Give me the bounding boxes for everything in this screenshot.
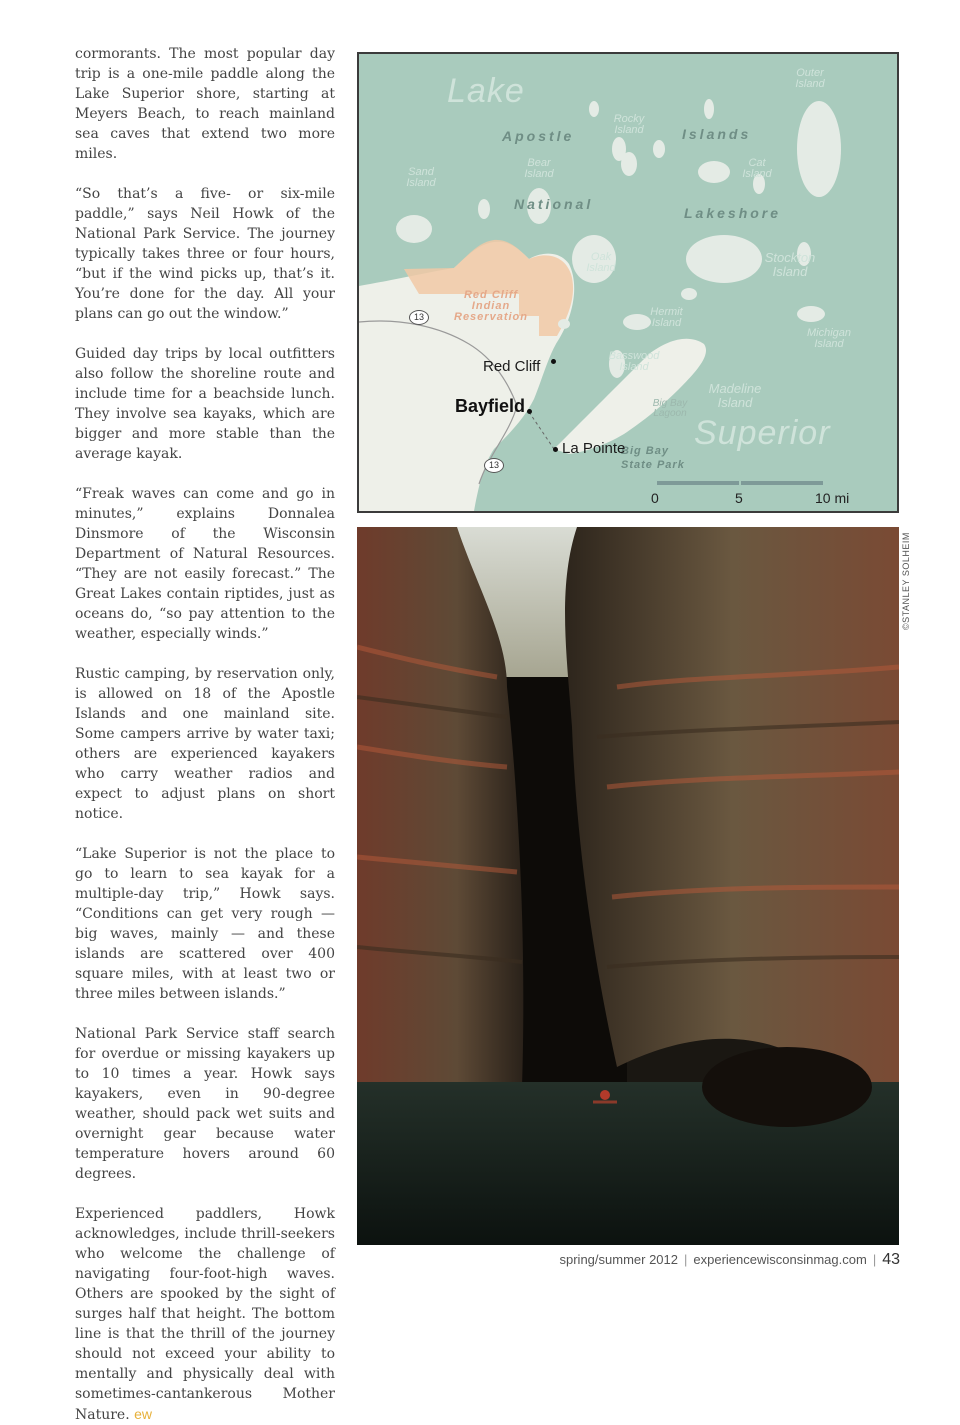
sand-island-shape	[396, 215, 432, 243]
photo-credit: ©STANLEY SOLHEIM	[901, 532, 911, 630]
paragraph-7: National Park Service staff search for overdue or missing kayakers up to 10 times a year. Howk says kayakers, even in 90-degree weather, should pack wet suits and overnight gear because water temperature hovers around 60 degrees.	[75, 1026, 335, 1182]
small-island-4	[704, 99, 714, 119]
madeline-island-label: Madeline Island	[708, 381, 762, 410]
michigan-island-shape	[797, 306, 825, 322]
highway-13-shield-1: 13	[409, 310, 429, 325]
sea-cave-illustration	[357, 527, 899, 1245]
big-bay-lagoon-label: Big Bay Lagoon	[652, 398, 688, 419]
outer-island-label: Outer Island	[795, 67, 825, 90]
right-cliff	[565, 527, 899, 1087]
oak-island-label: Oak Island	[586, 251, 616, 274]
region-label-lakeshore: Lakeshore	[684, 205, 782, 221]
scale-bar-1	[657, 481, 739, 485]
outer-island-shape	[797, 101, 841, 197]
small-island-9	[558, 319, 570, 329]
small-island-3	[621, 152, 637, 176]
red-cliff-label: Red Cliff	[483, 358, 541, 375]
paragraph-1: cormorants. The most popular day trip is a one-mile paddle along the Lake Superior shore, starting at Meyers Beach, to reach mainland sea caves that extend two more miles.	[75, 46, 335, 162]
footer-issue: spring/summer 2012	[559, 1252, 678, 1267]
paragraph-5: Rustic camping, by reservation only, is allowed on 18 of the Apostle Islands and one mainland site. Some campers arrive by water taxi; others are experienced kayakers who carry weather radios and expect to adjust plans on short notice.	[75, 666, 335, 822]
highway-13-shield-2: 13	[484, 458, 504, 473]
rocky-island-label: Rocky Island	[613, 113, 645, 136]
paragraph-2: “So that’s a five- or six-mile paddle,” says Neil Howk of the National Park Service. The journey typically takes three or four hours, “but if the wind picks up, that’s it. You’re done for the day. All your plans can go out the window.”	[75, 186, 335, 322]
basswood-island-label: Basswood Island	[608, 350, 660, 373]
ferry-route	[529, 412, 554, 449]
cat-island-shape	[698, 161, 730, 183]
page-number: 43	[882, 1251, 900, 1268]
paragraph-3: Guided day trips by local outfitters also follow the shoreline route and include time for a beachside lunch. They involve sea kayaks, which are bigger and more stable than the average kayak.	[75, 346, 335, 462]
apostle-islands-map	[357, 52, 899, 513]
lake-label-1: Lake	[447, 72, 525, 110]
region-label-apostle: Apostle	[502, 128, 575, 144]
paragraph-8-text: Experienced paddlers, Howk acknowledges, include thrill-seekers who welcome the challenge of navigating four-foot-high waves. Others are spooked by the sight of surges half that height. The bottom line is that the thrill of the journey should not exceed your ability to mentally and physically deal with sometimes-cantankerous Mother Nature.	[75, 1206, 335, 1423]
michigan-island-label: Michigan Island	[806, 327, 852, 350]
la-pointe-dot	[553, 447, 558, 452]
small-island-2	[653, 140, 665, 158]
article-column	[75, 44, 335, 1425]
state-park-label: Big Bay State Park	[621, 445, 685, 471]
paragraph-4: “Freak waves can come and go in minutes,” explains Donnalea Dinsmore of the Wisconsin Department of Natural Resources. “They are not easily forecast.” The Great Lakes contain riptides, just as oceans do, “so pay attention to the weather, especially winds.”	[75, 486, 335, 642]
hermit-island-label: Hermit Island	[650, 306, 683, 329]
bayfield-label: Bayfield	[455, 396, 526, 416]
kayaker	[600, 1090, 610, 1100]
page-footer	[560, 1251, 901, 1269]
small-island-5	[478, 199, 490, 219]
paragraph-6: “Lake Superior is not the place to go to learn to sea kayak for a multiple-day trip,” Howk says. “Conditions can get very rough — big waves, mainly — and these islands are scattered over 400 square miles, with at least two or three miles between islands.”	[75, 846, 335, 1002]
paragraph-8	[75, 1204, 335, 1425]
footer-separator-2: |	[872, 1252, 877, 1267]
stockton-island-label: Stockton Island	[764, 250, 816, 279]
scale-label-0: 0	[651, 490, 659, 506]
stockton-island-shape	[686, 235, 762, 283]
region-label-islands: Islands	[682, 126, 752, 142]
reservation-label: Red Cliff Indian Reservation	[454, 289, 528, 323]
region-label-national: National	[514, 196, 594, 212]
footer-separator-1: |	[684, 1252, 688, 1267]
scale-bar-2	[741, 481, 823, 485]
lake-label-2: Superior	[694, 414, 831, 452]
end-mark: ew	[134, 1406, 153, 1422]
bear-island-label: Bear Island	[524, 157, 554, 180]
cat-island-label: Cat Island	[742, 157, 772, 180]
la-pointe-label: La Pointe	[562, 440, 626, 457]
footer-site: experiencewisconsinmag.com	[693, 1252, 867, 1267]
sand-island-label: Sand Island	[406, 166, 436, 189]
sea-cave-photo	[357, 527, 899, 1245]
bayfield-dot	[527, 409, 532, 414]
scale-label-10: 10 mi	[815, 490, 850, 506]
small-island-8	[681, 288, 697, 300]
small-island-1	[589, 101, 599, 117]
scale-label-5: 5	[735, 490, 743, 506]
red-cliff-dot	[551, 359, 556, 364]
cave-arch	[702, 1047, 872, 1127]
